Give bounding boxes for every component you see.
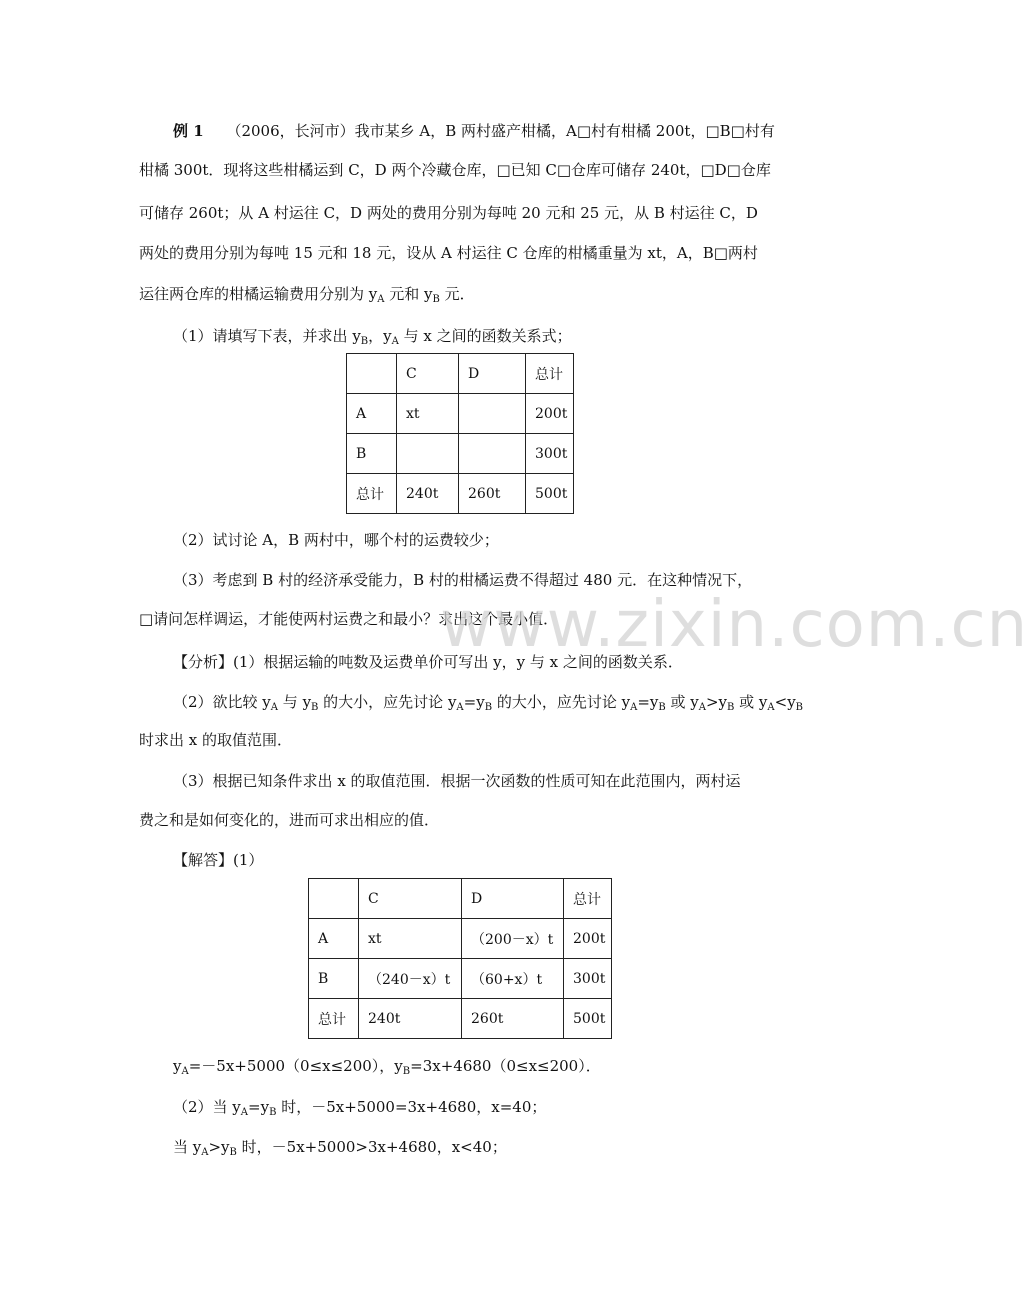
solution-label: 【解答】(1） (173, 851, 264, 869)
subscript: A (698, 702, 706, 713)
question-3-line-1: （3）考虑到 B 村的经济承受能力，B 村的柑橘运费不得超过 480 元．在这种情况下， (173, 571, 753, 589)
table-cell: 总计 (526, 354, 574, 394)
example-label: 例 1 (173, 122, 204, 140)
example-text: （2006，长河市）我市某乡 A，B 两村盛产柑橘，A□村有柑橘 200t，□B□村有 (226, 122, 775, 140)
table-row (347, 434, 574, 474)
table-cell: 240t (397, 474, 459, 514)
table-row (347, 474, 574, 514)
text-run: 元． (439, 285, 475, 303)
solution-eq-1 (173, 1055, 823, 1077)
text-run: 或 y (665, 693, 699, 711)
table-answer (308, 878, 612, 1039)
table-cell (459, 394, 526, 434)
table-row (347, 394, 574, 434)
table-cell: A (309, 919, 359, 959)
text-run: 或 y (734, 693, 768, 711)
table-header-row (347, 354, 574, 394)
table-cell (397, 434, 459, 474)
text-run: 与 y (278, 693, 312, 711)
table-cell: 260t (462, 999, 564, 1039)
table-cell: C (359, 879, 462, 919)
text-run: （1）请填写下表，并求出 y (173, 327, 361, 345)
table-cell: D (459, 354, 526, 394)
example-line-5 (139, 283, 789, 305)
text-run: >y (705, 693, 728, 711)
text-run: 运往两仓库的柑橘运输费用分别为 y (139, 285, 378, 303)
table-cell: 200t (564, 919, 612, 959)
subscript: A (391, 336, 399, 347)
subscript: B (432, 294, 440, 305)
analysis-line-5: 费之和是如何变化的，进而可求出相应的值． (139, 811, 440, 829)
analysis-line-1: 【分析】(1）根据运输的吨数及运费单价可写出 y，y 与 x 之间的函数关系． (173, 653, 683, 671)
text-run: =－5x+5000（0≤x≤200），y (188, 1057, 403, 1075)
table-cell: 300t (526, 434, 574, 474)
text-run: 元和 y (384, 285, 433, 303)
subscript: B (727, 702, 735, 713)
text-run: 的大小，应先讨论 y (318, 693, 457, 711)
solution-eq-3 (173, 1136, 823, 1158)
table-header-row (309, 879, 612, 919)
example-line-2: 柑橘 300t．现将这些柑橘运到 C，D 两个冷藏仓库，□已知 C□仓库可储存 240t，□D□仓库 (139, 161, 771, 179)
table-cell (347, 354, 397, 394)
question-2: （2）试讨论 A，B 两村中，哪个村的运费较少； (173, 531, 499, 549)
table-cell: （240－x）t (359, 959, 462, 999)
text-run: >y (208, 1138, 230, 1156)
text-run: （2）欲比较 y (173, 693, 271, 711)
text-run: 与 x 之间的函数关系式； (398, 327, 572, 345)
subscript: A (456, 702, 464, 713)
solution-eq-2 (173, 1096, 823, 1118)
subscript: B (269, 1107, 277, 1118)
table-cell: 500t (526, 474, 574, 514)
text-run: （2）当 y (173, 1098, 241, 1116)
table-cell: （60+x）t (462, 959, 564, 999)
text-run: 的大小，应先讨论 y (492, 693, 631, 711)
table-cell: B (347, 434, 397, 474)
table-cell: B (309, 959, 359, 999)
subscript: A (270, 702, 279, 713)
table-cell: 总计 (309, 999, 359, 1039)
table-row (309, 919, 612, 959)
subscript: A (181, 1066, 189, 1077)
text-run: =y (463, 693, 485, 711)
table-cell: D (462, 879, 564, 919)
subscript: A (201, 1147, 209, 1158)
text-run: y (173, 1057, 182, 1075)
table-cell (309, 879, 359, 919)
table-cell: xt (397, 394, 459, 434)
table-cell: 240t (359, 999, 462, 1039)
text-run: 时，－5x+5000=3x+4680，x=40； (276, 1098, 547, 1116)
subscript: A (377, 294, 385, 305)
subscript: B (402, 1066, 411, 1077)
table-cell: 200t (526, 394, 574, 434)
table-blank (346, 353, 574, 514)
subscript: B (360, 336, 369, 347)
table-cell: 300t (564, 959, 612, 999)
table-cell: 500t (564, 999, 612, 1039)
subscript: B (795, 702, 804, 713)
subscript: A (630, 702, 638, 713)
table-cell: 260t (459, 474, 526, 514)
table-row (309, 959, 612, 999)
table-cell: 总计 (347, 474, 397, 514)
watermark: www.zixin.com.cn (440, 588, 1028, 662)
example-line-3: 可储存 260t；从 A 村运往 C，D 两处的费用分别为每吨 20 元和 25 元，从 B 村运往 C，D (139, 204, 758, 222)
text-run: =y (248, 1098, 270, 1116)
table-row (309, 999, 612, 1039)
subscript: B (484, 702, 493, 713)
table-cell: A (347, 394, 397, 434)
question-3-line-2: □请问怎样调运，才能使两村运费之和最小？求出这个最小值． (139, 610, 559, 628)
table-cell: 总计 (564, 879, 612, 919)
subscript: A (767, 702, 775, 713)
text-run: 时，－5x+5000>3x+4680，x<40； (236, 1138, 507, 1156)
table-cell: C (397, 354, 459, 394)
subscript: B (311, 702, 319, 713)
text-run: =3x+4680（0≤x≤200）． (410, 1057, 601, 1075)
analysis-line-2 (173, 691, 823, 713)
question-1 (173, 325, 823, 347)
example-line-1 (139, 120, 789, 142)
example-line-4: 两处的费用分别为每吨 15 元和 18 元，设从 A 村运往 C 仓库的柑橘重量为 xt，A，B□两村 (139, 244, 758, 262)
subscript: A (240, 1107, 249, 1118)
analysis-line-4: （3）根据已知条件求出 x 的取值范围．根据一次函数的性质可知在此范围内，两村运 (173, 772, 741, 790)
analysis-line-3: 时求出 x 的取值范围． (139, 731, 292, 749)
subscript: B (658, 702, 666, 713)
text-run: 当 y (173, 1138, 202, 1156)
table-cell: xt (359, 919, 462, 959)
text-run: ，y (368, 327, 392, 345)
table-cell (459, 434, 526, 474)
text-run: =y (637, 693, 659, 711)
table-cell: （200－x）t (462, 919, 564, 959)
text-run: <y (774, 693, 796, 711)
subscript: B (229, 1147, 237, 1158)
